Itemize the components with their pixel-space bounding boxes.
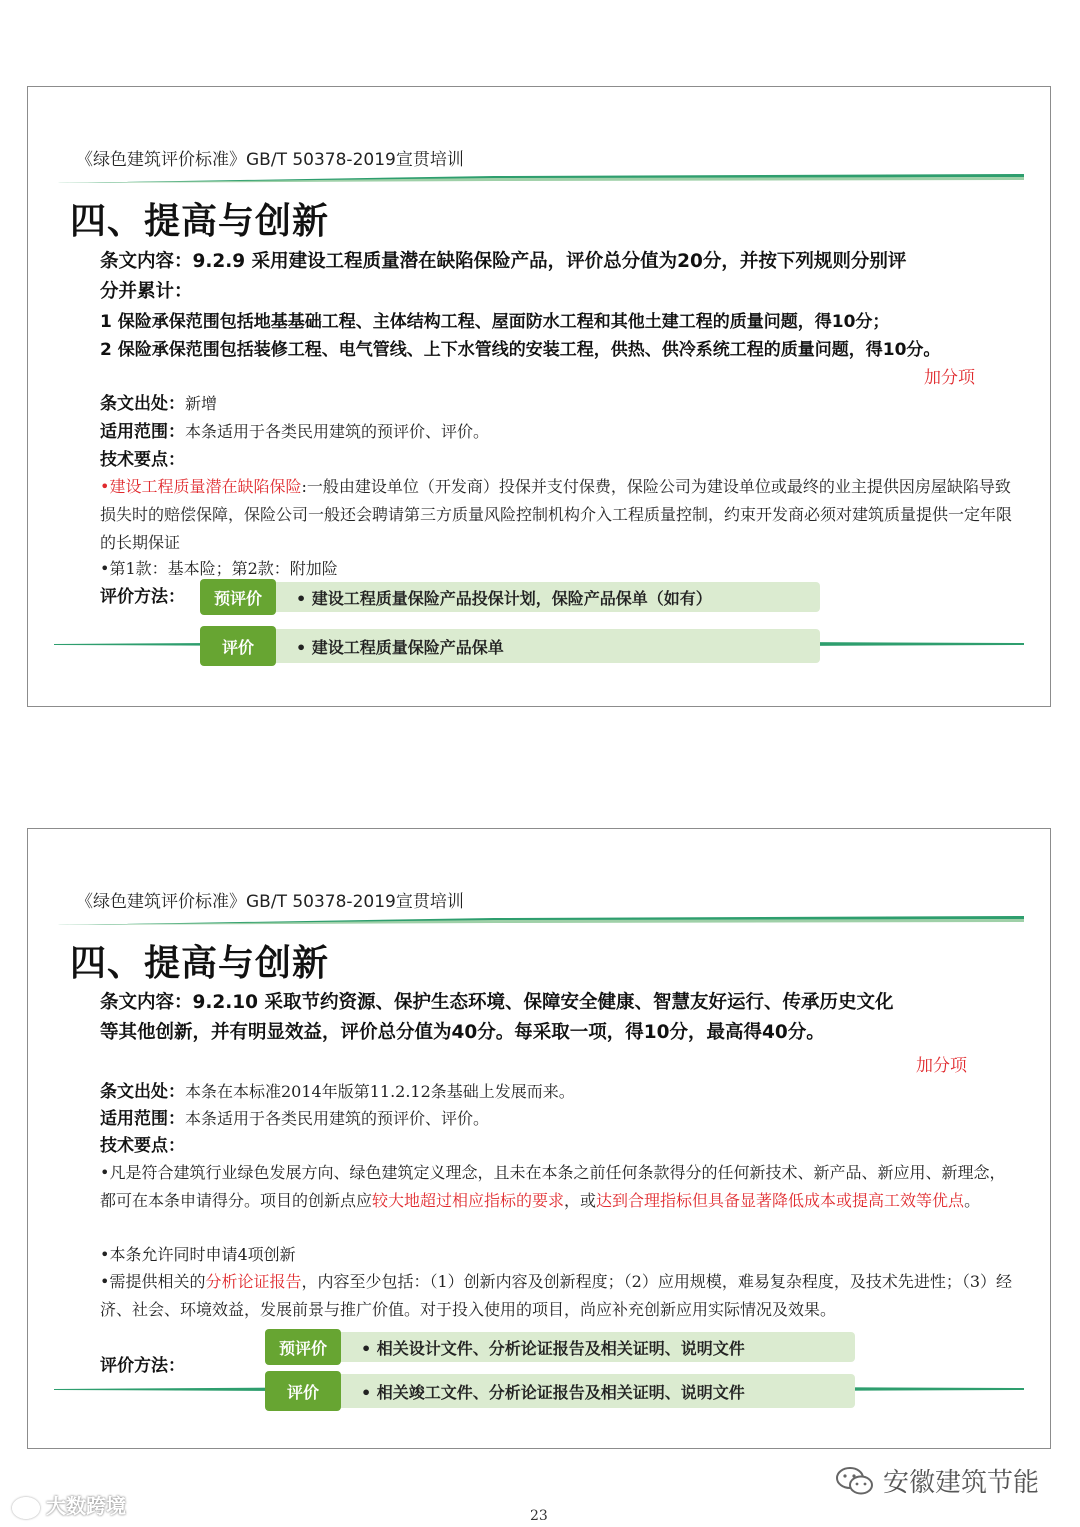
tech-row xyxy=(100,1132,185,1160)
method-row xyxy=(100,583,185,611)
slide-title: 四、提高与创新 xyxy=(70,201,330,242)
clause-line: 条文内容：9.2.9 采用建设工程质量潜在缺陷保险产品，评价总分值为20分，并按下列规则分别评 xyxy=(100,251,907,272)
tech-label: 技术要点： xyxy=(100,450,185,470)
tech-label: 技术要点： xyxy=(100,1136,185,1156)
tech-row xyxy=(100,446,185,474)
watermark-right-text: 安徽建筑节能 xyxy=(883,1468,1040,1498)
pre-eval-label: 预评价 xyxy=(265,1329,341,1365)
tech-text: :一般由建设单位（开发商）投保并支付保费，保险公司为建设单位或最终的业主提供因房屋缺陷导致损失时的赔偿保障，保险公司一般还会聘请第三方质量风险控制机构介入工程质量控制，约束开发商必须对建筑质量提供一定年限的长期保证 xyxy=(100,477,1013,552)
source-value: 新增 xyxy=(185,394,218,413)
source-label: 条文出处： xyxy=(100,1082,185,1102)
eval-label: 评价 xyxy=(265,1371,341,1411)
clause-line: 条文内容：9.2.10 采取节约资源、保护生态环境、保障安全健康、智慧友好运行、传承历史文化 xyxy=(100,992,894,1013)
pre-eval-label: 预评价 xyxy=(200,579,276,615)
slide-header: 《绿色建筑评价标准》GB/T 50378-2019宣贯培训 xyxy=(76,892,464,912)
page-number: 23 xyxy=(530,1508,548,1524)
tech-para-3 xyxy=(100,1268,1015,1324)
eval-bar xyxy=(200,629,820,663)
pre-eval-text: • 建设工程质量保险产品投保计划，保险产品保单（如有） xyxy=(296,589,712,608)
slide-title: 四、提高与创新 xyxy=(70,943,330,984)
tech-text: •凡是符合建筑行业绿色发展方向、绿色建筑定义理念，且未在本条之前任何条款得分的任何新技术、新产品、新应用、新理念，都可在本条申请得分。项目的创新点应 xyxy=(100,1163,1006,1210)
tech-body xyxy=(100,473,1020,557)
header-divider xyxy=(54,916,1024,925)
scope-row xyxy=(100,1105,489,1133)
tech-highlight: 较大地超过相应指标的要求 xyxy=(372,1191,565,1210)
weibo-icon xyxy=(12,1497,40,1519)
eval-label: 评价 xyxy=(200,626,276,666)
eval-row xyxy=(200,626,820,666)
method-row xyxy=(100,1352,185,1380)
watermark-left-text: 大数跨境 xyxy=(46,1494,126,1518)
source-value: 本条在本标准2014年版第11.2.12条基础上发展而来。 xyxy=(185,1082,575,1101)
scope-value: 本条适用于各类民用建筑的预评价、评价。 xyxy=(185,1109,490,1128)
method-label: 评价方法： xyxy=(100,587,185,607)
tech-text: 。 xyxy=(964,1191,981,1210)
scope-value: 本条适用于各类民用建筑的预评价、评价。 xyxy=(185,422,490,441)
bonus-tag: 加分项 xyxy=(924,368,975,388)
pre-eval-text: • 相关设计文件、分析论证报告及相关证明、说明文件 xyxy=(361,1339,745,1358)
wechat-icon xyxy=(835,1465,875,1497)
watermark-left xyxy=(12,1490,126,1519)
tech-text: ，或 xyxy=(564,1191,597,1210)
slide-2 xyxy=(27,828,1051,1449)
tech-para-2: •本条允许同时申请4项创新 xyxy=(100,1245,296,1264)
clause-line: 等其他创新，并有明显效益，评价总分值为40分。每采取一项，得10分，最高得40分。 xyxy=(100,1022,825,1043)
tech-highlight: 达到合理指标但具备显著降低成本或提高工效等优点 xyxy=(596,1191,965,1210)
clause-item: 2 保险承保范围包括装修工程、电气管线、上下水管线的安装工程，供热、供冷系统工程的质量问题，得10分。 xyxy=(100,340,941,360)
slide-header: 《绿色建筑评价标准》GB/T 50378-2019宣贯培训 xyxy=(76,150,464,170)
scope-label: 适用范围： xyxy=(100,1109,185,1129)
clause-item: 1 保险承保范围包括地基基础工程、主体结构工程、屋面防水工程和其他土建工程的质量问题，得10分； xyxy=(100,312,890,332)
tech-text: •需提供相关的 xyxy=(100,1272,206,1291)
watermark-right xyxy=(835,1462,1039,1499)
tech-highlight: •建设工程质量潜在缺陷保险 xyxy=(100,477,302,496)
clause-line: 分并累计： xyxy=(100,281,193,302)
clause-content xyxy=(100,988,1020,1048)
tech-highlight: 分析论证报告 xyxy=(205,1272,302,1291)
bonus-tag: 加分项 xyxy=(916,1056,967,1076)
slide-1 xyxy=(27,86,1051,707)
method-label: 评价方法： xyxy=(100,1356,185,1376)
eval-row xyxy=(265,1371,855,1411)
source-row xyxy=(100,1078,575,1106)
source-label: 条文出处： xyxy=(100,394,185,414)
header-divider xyxy=(54,174,1024,183)
source-row xyxy=(100,390,217,418)
tech-text: ，内容至少包括：（1）创新内容及创新程度；（2）应用规模，难易复杂程度，及技术先进性；（3）经济、社会、环境效益，发展前景与推广价值。对于投入使用的项目，尚应补充创新应用实际情况及效果。 xyxy=(100,1272,1013,1319)
tech-para-1 xyxy=(100,1159,1015,1215)
scope-label: 适用范围： xyxy=(100,422,185,442)
tech-note: •第1款：基本险；第2款：附加险 xyxy=(100,559,338,578)
clause-content xyxy=(100,247,1000,365)
pre-eval-row xyxy=(200,579,820,615)
scope-row xyxy=(100,418,489,446)
eval-text: • 建设工程质量保险产品保单 xyxy=(296,638,504,657)
eval-text: • 相关竣工文件、分析论证报告及相关证明、说明文件 xyxy=(361,1383,745,1402)
pre-eval-row xyxy=(265,1329,855,1365)
